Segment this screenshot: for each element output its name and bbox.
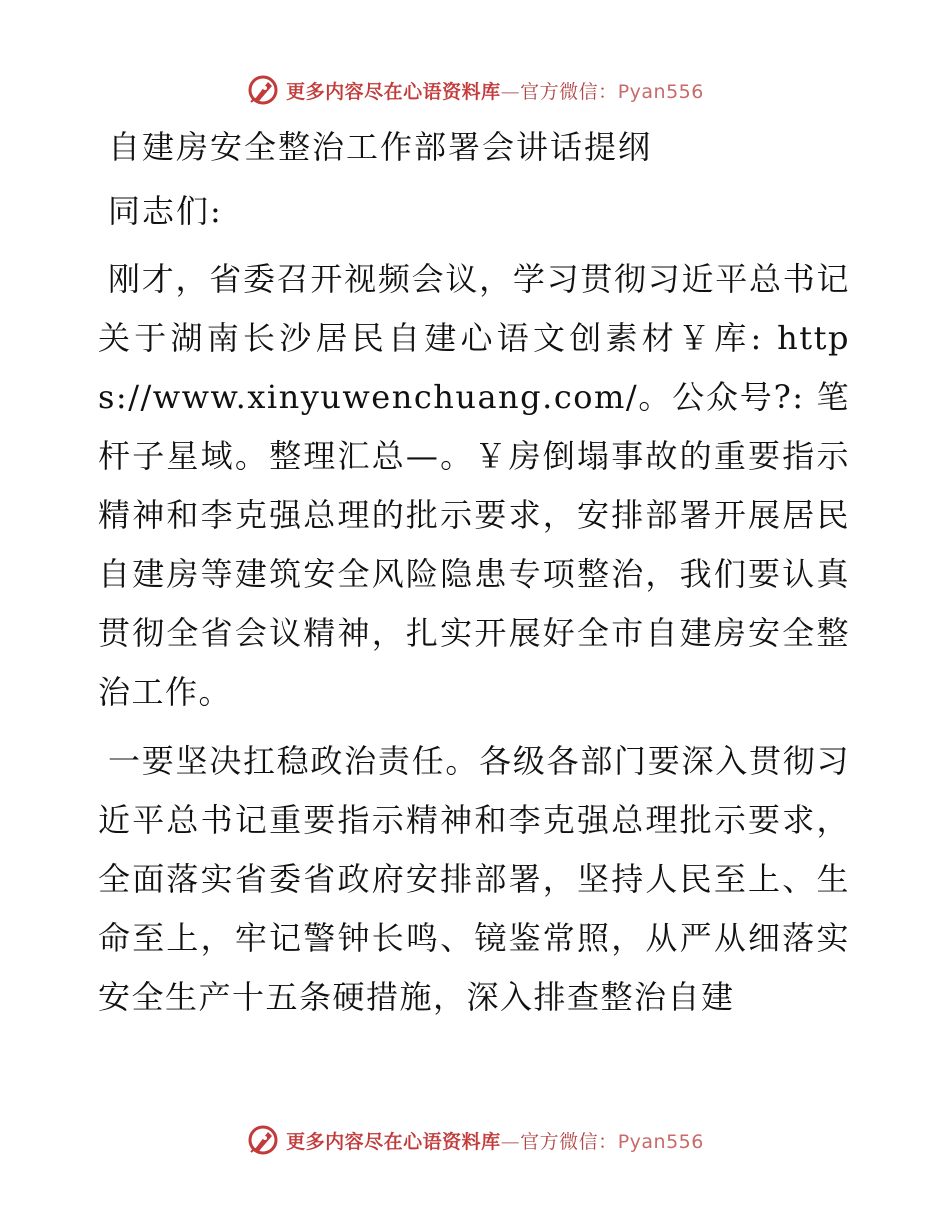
banner-separator: —	[500, 80, 521, 103]
banner-main-text: 更多内容尽在心语资料库	[286, 1130, 501, 1153]
paragraph-2: 一要坚决扛稳政治责任。各级各部门要深入贯彻习近平总书记重要指示精神和李克强总理批示要求，全面落实省委省政府安排部署，坚持人民至上、生命至上，牢记警钟长鸣、镜鉴常照，从严从细落实安全生产十五条硬措施，深入排查整治自建	[98, 742, 850, 1016]
header-banner	[0, 70, 950, 110]
salutation: 同志们:	[108, 192, 223, 230]
banner-text	[286, 77, 704, 104]
banner-separator: —	[500, 1130, 521, 1153]
banner-wechat-id: Pyan556	[617, 1130, 704, 1153]
footer-banner	[0, 1120, 950, 1160]
banner-text	[286, 1127, 704, 1154]
pen-nib-logo-icon	[246, 73, 280, 107]
document-body	[98, 120, 850, 1037]
paragraph-1: 刚才，省委召开视频会议，学习贯彻习近平总书记关于湖南长沙居民自建心语文创素材￥库: https://www.xinyuwenchuang.com/。公众号?: 笔杆子星域。整理汇总—。￥房倒塌事故的重要指示精神和李克强总理的批示要求，安排部署开展居民自建房等建筑安全风险隐患专项整治，我们要认真贯彻全省会议精神，扎实开展好全市自建房安全整治工作。	[98, 260, 850, 711]
banner-wechat-id: Pyan556	[617, 80, 704, 103]
banner-wechat-label: 官方微信：	[520, 80, 618, 103]
banner-main-text: 更多内容尽在心语资料库	[286, 80, 501, 103]
document-title: 自建房安全整治工作部署会讲话提纲	[108, 128, 653, 166]
banner-wechat-label: 官方微信：	[520, 1130, 618, 1153]
pen-nib-logo-icon	[246, 1123, 280, 1157]
